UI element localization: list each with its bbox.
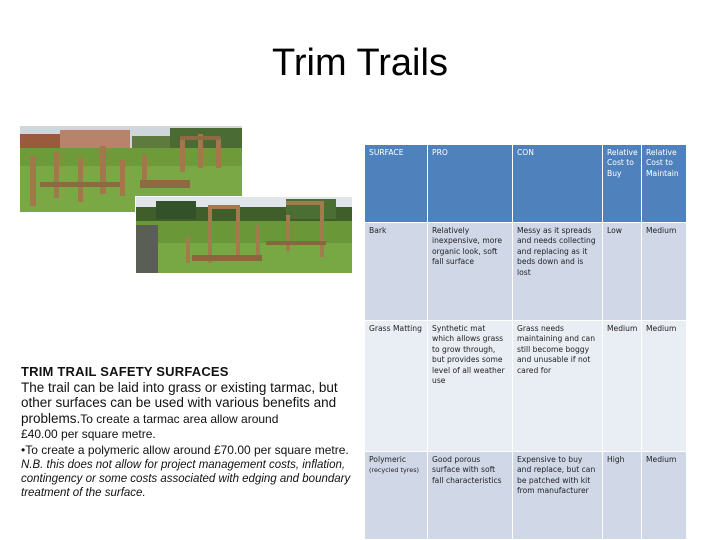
cell-cost-buy: Low [603, 223, 642, 321]
cell-surface [365, 452, 428, 540]
header-cost-buy: Relative Cost to Buy [603, 145, 642, 223]
trim-trail-photo-2 [135, 196, 353, 274]
safety-surfaces-text [21, 364, 361, 500]
cell-con: Messy as it spreads and needs collecting and replacing as it beds down and is lost [513, 223, 603, 321]
header-surface: SURFACE [365, 145, 428, 223]
safety-heading: TRIM TRAIL SAFETY SURFACES [21, 364, 229, 379]
cell-surface-name: Polymeric [369, 455, 407, 464]
slide-title: Trim Trails [272, 42, 448, 84]
cell-cost-maintain: Medium [642, 452, 687, 540]
tarmac-note-a: To create a tarmac area allow around [80, 411, 279, 426]
table-header-row [365, 145, 687, 223]
cell-surface: Grass Matting [365, 321, 428, 452]
tarmac-note-b: £40.00 per square metre. [21, 427, 156, 441]
cell-pro: Relatively inexpensive, more organic look, soft fall surface [428, 223, 513, 321]
surfaces-table [364, 144, 687, 540]
cell-con: Grass needs maintaining and can still become boggy and unusable if not cared for [513, 321, 603, 452]
header-pro: PRO [428, 145, 513, 223]
table-row [365, 223, 687, 321]
cell-con: Expensive to buy and replace, but can be patched with kit from manufacturer [513, 452, 603, 540]
cell-surface-note: (recycled tyres) [369, 466, 420, 475]
cell-cost-buy: High [603, 452, 642, 540]
header-con: CON [513, 145, 603, 223]
cell-cost-buy: Medium [603, 321, 642, 452]
polymeric-note: •To create a polymeric allow around £70.00 per square metre. [21, 442, 349, 457]
cell-cost-maintain: Medium [642, 321, 687, 452]
cell-surface: Bark [365, 223, 428, 321]
header-cost-maintain: Relative Cost to Maintain [642, 145, 687, 223]
table-row [365, 452, 687, 540]
cell-pro: Good porous surface with soft fall characteristics [428, 452, 513, 540]
table-row [365, 321, 687, 452]
safety-intro-text: The trail can be laid into grass or existing tarmac, but other surfaces can be used with various benefits and problems. [21, 379, 338, 426]
safety-intro [21, 380, 361, 428]
disclaimer-note: N.B. this does not allow for project management costs, inflation, contingency or some costs associated with edging and boundary treatment of the surface. [21, 459, 351, 499]
cell-pro: Synthetic mat which allows grass to grow through, but provides some level of all weather use [428, 321, 513, 452]
cell-cost-maintain: Medium [642, 223, 687, 321]
